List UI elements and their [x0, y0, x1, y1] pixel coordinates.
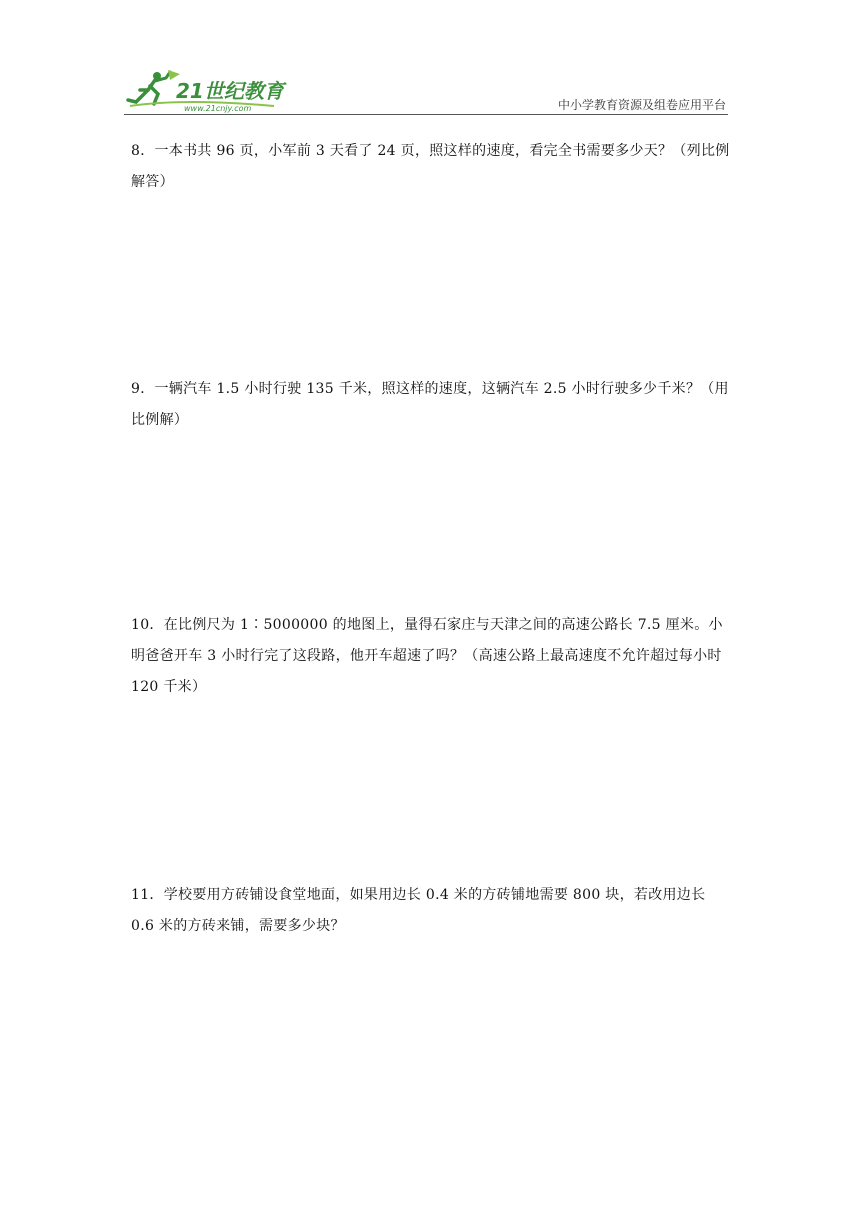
logo-21cnjy [124, 68, 294, 114]
question-9: 9．一辆汽车 1.5 小时行驶 135 千米，照这样的速度，这辆汽车 2.5 小时行驶多少千米？（用比例解） [131, 381, 729, 428]
header-divider [124, 114, 728, 115]
question-10: 10．在比例尺为 1∶5000000 的地图上，量得石家庄与天津之间的高速公路长 7.5 厘米。小明爸爸开车 3 小时行完了这段路，他开车超速了吗？（高速公路上最高速度不允许超过每小时 120 千米） [131, 617, 723, 695]
logo-url-text: www.21cnjy.com [184, 104, 252, 113]
page-header [124, 62, 728, 118]
platform-text: 中小学教育资源及组卷应用平台 [557, 98, 726, 112]
logo-text: 21世纪教育 [176, 79, 284, 103]
question-8: 8．一本书共 96 页，小军前 3 天看了 24 页，照这样的速度，看完全书需要多少天？（列比例解答） [131, 143, 730, 190]
question-11: 11．学校要用方砖铺设食堂地面，如果用边长 0.4 米的方砖铺地需要 800 块，若改用边长 0.6 米的方砖来铺，需要多少块？ [131, 887, 706, 934]
